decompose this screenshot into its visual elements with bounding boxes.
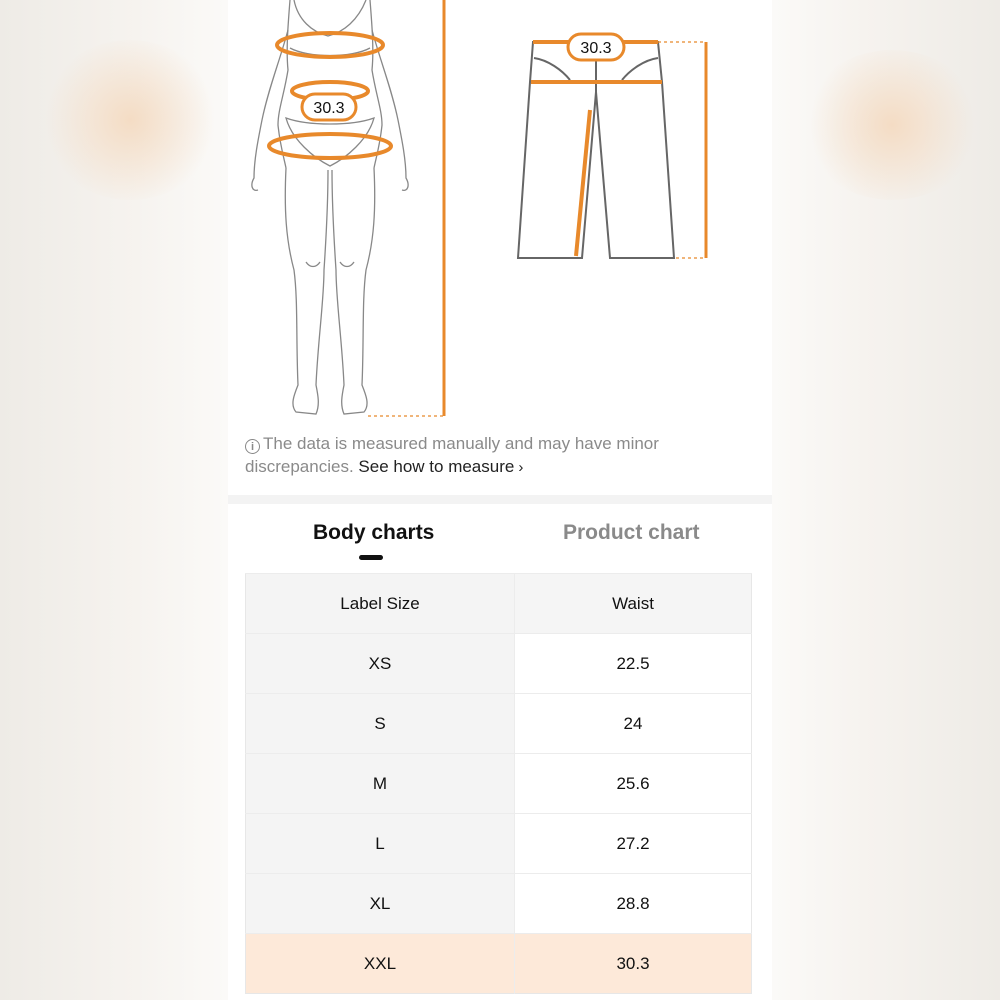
pants-waist-label: 30.3 [580,40,612,57]
info-icon: i [245,439,260,454]
table-row [246,754,752,814]
section-divider [228,495,772,504]
measurement-illustration [228,0,772,425]
tab-body-charts[interactable]: Body charts [313,521,435,544]
size-cell: L [246,814,515,874]
waist-cell: 27.2 [515,814,752,874]
size-cell: M [246,754,515,814]
size-cell: S [246,694,515,754]
background-right [772,0,1000,1000]
hip-measure-label: 30.3 [313,100,345,117]
how-to-measure-label: See how to measure [358,457,515,476]
table-header-row [246,574,752,634]
background-left [0,0,228,1000]
tab-product-chart[interactable]: Product chart [563,521,700,544]
column-header-waist: Waist [515,574,752,634]
pants-figure [518,42,674,258]
table-row [246,814,752,874]
table-row [246,634,752,694]
note-text: The data is measured manually and may have minor discrepancies. [245,434,659,476]
size-cell: XXL [246,934,515,994]
size-cell: XS [246,634,515,694]
waist-cell: 24 [515,694,752,754]
waist-cell: 22.5 [515,634,752,694]
measurement-note [245,432,755,479]
background-blur [40,40,220,200]
body-figure [252,0,408,414]
waist-cell: 30.3 [515,934,752,994]
waist-cell: 28.8 [515,874,752,934]
chevron-right-icon: › [518,459,524,476]
active-tab-indicator [359,555,383,560]
table-row [246,694,752,754]
size-guide-panel [228,0,772,1000]
how-to-measure-link[interactable] [358,457,523,476]
table-row [246,874,752,934]
size-cell: XL [246,874,515,934]
background-blur [802,50,982,200]
body-and-pants-diagram [228,0,772,425]
table-row-highlighted [246,934,752,994]
size-table [245,573,752,994]
waist-cell: 25.6 [515,754,752,814]
column-header-label-size: Label Size [246,574,515,634]
